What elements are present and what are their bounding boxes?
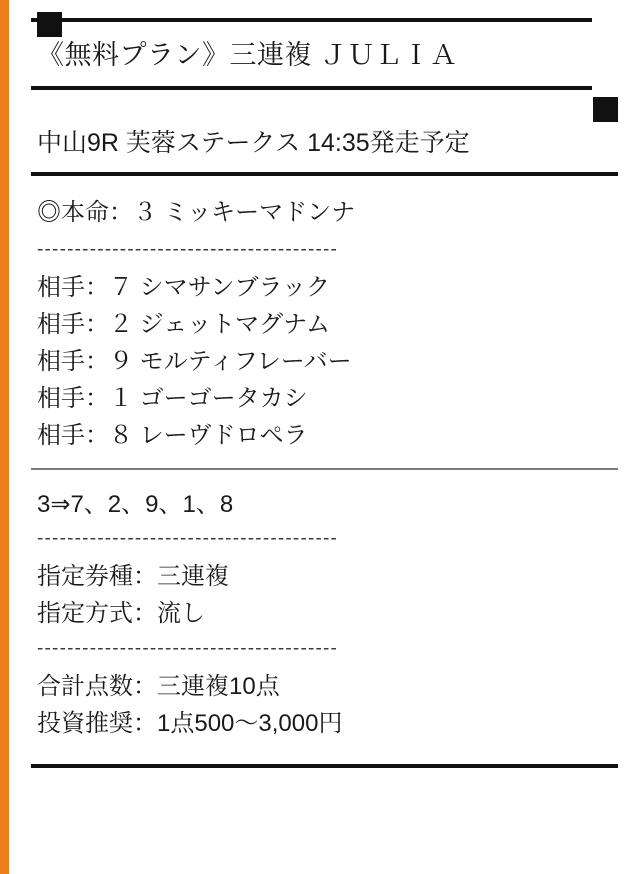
partner-row: 相手：９ モルティフレーバー (37, 348, 352, 375)
honmei-row: ◎本命：３ ミッキーマドンナ (37, 199, 356, 226)
total-points-row: 合計点数：三連複10点 (37, 673, 280, 700)
square-bullet-left-icon (37, 12, 62, 37)
ticket-type-row: 指定券種：三連複 (37, 563, 229, 590)
title-block (31, 0, 618, 90)
partner-row: 相手：７ シマサンブラック (37, 274, 330, 301)
ticket-method-row: 指定方式：流し (37, 600, 205, 627)
square-bullet-right-icon (593, 97, 618, 122)
title-rule-bottom (31, 86, 592, 90)
partner-row: 相手：１ ゴーゴータカシ (37, 385, 308, 412)
dashed-divider-3: ---------------------------------------- (37, 638, 339, 659)
dashed-divider-1: ---------------------------------------- (37, 239, 339, 260)
dashed-divider-2: ---------------------------------------- (37, 528, 339, 549)
prediction-section (31, 176, 618, 454)
accent-side-bar (0, 0, 9, 874)
partner-row: 相手：８ レーヴドロペラ (37, 422, 308, 449)
partner-row: 相手：２ ジェットマグナム (37, 311, 330, 338)
race-header: 中山9R 芙蓉ステークス 14:35発走予定 (37, 129, 470, 157)
combination-row: 3⇒7、2、9、1、8 (37, 491, 234, 518)
footer-rule (31, 764, 618, 768)
document-content (9, 0, 640, 874)
investment-row: 投資推奨：1点500〜3,000円 (37, 710, 343, 737)
combination-section (31, 470, 618, 742)
page-title: 《無料プラン》三連複 ＪＵＬＩＡ (37, 40, 458, 70)
title-rule-top (31, 18, 592, 22)
